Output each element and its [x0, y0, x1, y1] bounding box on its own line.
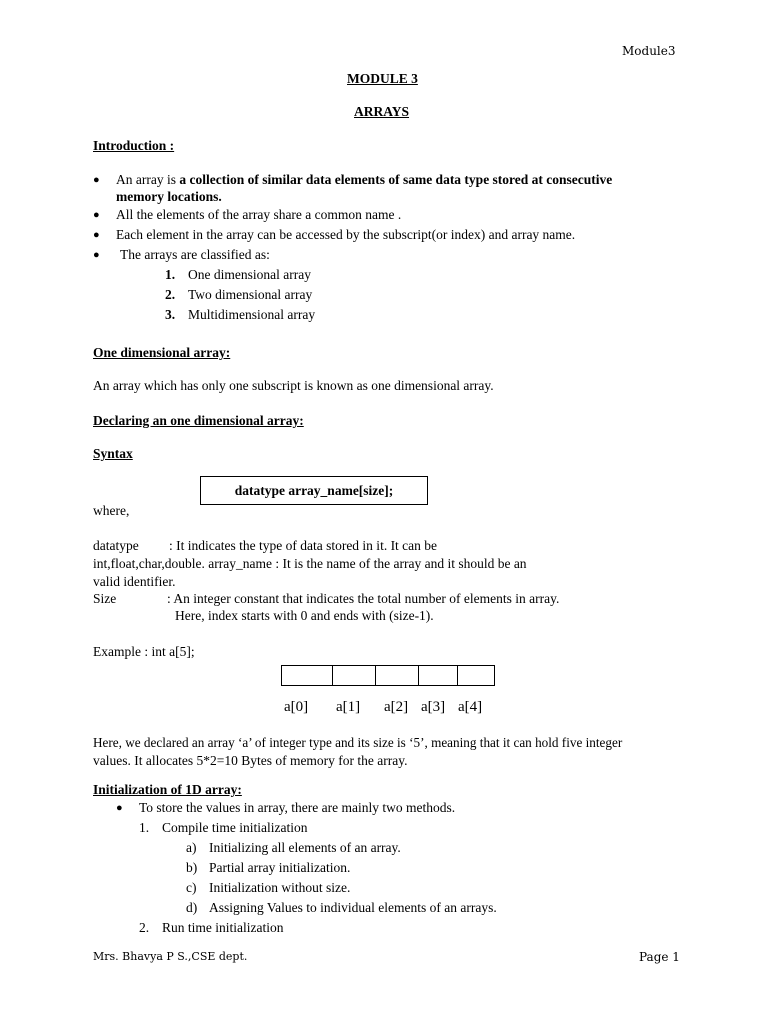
declaring-heading: Declaring an one dimensional array: [93, 413, 304, 428]
intro-bullet-3: Each element in the array can be accessed by the subscript(or index) and array name. [116, 227, 576, 242]
class-text-2: Two dimensional array [188, 287, 313, 302]
init-heading: Initialization of 1D array: [93, 782, 242, 797]
method2-text: Run time initialization [162, 920, 284, 935]
example-explanation-1: Here, we declared an array ‘a’ of integer type and its size is ‘5’, meaning that it can hold five integer [93, 735, 623, 750]
class-num-3: 3. [165, 307, 176, 322]
array-index-2: a[2] [384, 699, 409, 715]
one-dim-heading: One dimensional array: [93, 345, 231, 360]
intro-bullet-2: All the elements of the array share a common name . [116, 207, 402, 222]
sub-text-b: Partial array initialization. [209, 860, 351, 875]
syntax-box: datatype array_name[size]; [200, 476, 428, 505]
running-header: Module3 [622, 44, 676, 58]
init-bullet: To store the values in array, there are mainly two methods. [139, 800, 456, 815]
array-cell [458, 666, 494, 685]
bullet-icon: ● [93, 174, 100, 186]
intro-bullet-1 [116, 172, 612, 188]
array-index-3: a[3] [421, 699, 446, 715]
datatype-desc: : It indicates the type of data stored in it. It can be [169, 538, 438, 553]
method2-num: 2. [139, 920, 150, 935]
array-cell [419, 666, 458, 685]
sub-letter-a: a) [186, 840, 197, 855]
class-text-3: Multidimensional array [188, 307, 316, 322]
size-label: Size [93, 591, 117, 606]
example-text: Example : int a[5]; [93, 644, 195, 659]
where-label: where, [93, 503, 130, 518]
array-index-4: a[4] [458, 699, 483, 715]
array-diagram [281, 665, 495, 686]
method1-text: Compile time initialization [162, 820, 308, 835]
footer-page: Page 1 [639, 950, 680, 964]
bullet1-bold-line2: memory locations. [116, 189, 222, 204]
bullet-icon: ● [93, 209, 100, 221]
syntax-heading: Syntax [93, 446, 133, 461]
module-title: MODULE 3 [347, 71, 418, 86]
topic-title: ARRAYS [354, 104, 410, 119]
class-num-1: 1. [165, 267, 176, 282]
bullet-icon: ● [116, 802, 123, 814]
datatype-label: datatype [93, 538, 139, 553]
sub-letter-b: b) [186, 860, 198, 875]
bullet1-bold-line1: a collection of similar data elements of same data type stored at consecutive [179, 172, 613, 187]
class-num-2: 2. [165, 287, 176, 302]
array-index-0: a[0] [284, 699, 309, 715]
one-dim-definition: An array which has only one subscript is known as one dimensional array. [93, 378, 494, 393]
sub-letter-c: c) [186, 880, 197, 895]
intro-heading: Introduction : [93, 138, 175, 153]
datatype-line3: valid identifier. [93, 574, 176, 589]
bullet-icon: ● [93, 229, 100, 241]
size-desc: : An integer constant that indicates the total number of elements in array. [167, 591, 560, 606]
class-text-1: One dimensional array [188, 267, 311, 282]
bullet1-prefix: An array is [116, 172, 180, 187]
bullet-icon: ● [93, 249, 100, 261]
sub-letter-d: d) [186, 900, 198, 915]
method1-num: 1. [139, 820, 150, 835]
sub-text-d: Assigning Values to individual elements of an arrays. [209, 900, 497, 915]
intro-bullet-4: The arrays are classified as: [120, 247, 270, 262]
sub-text-a: Initializing all elements of an array. [209, 840, 401, 855]
size-line2: Here, index starts with 0 and ends with (size-1). [175, 608, 434, 623]
sub-text-c: Initialization without size. [209, 880, 351, 895]
array-cell [333, 666, 376, 685]
datatype-line2: int,float,char,double. array_name : It is the name of the array and it should be an [93, 556, 527, 571]
array-cell [376, 666, 419, 685]
array-cell [282, 666, 333, 685]
array-index-1: a[1] [336, 699, 361, 715]
footer-author: Mrs. Bhavya P S.,CSE dept. [93, 950, 248, 963]
example-explanation-2: values. It allocates 5*2=10 Bytes of memory for the array. [93, 753, 408, 768]
